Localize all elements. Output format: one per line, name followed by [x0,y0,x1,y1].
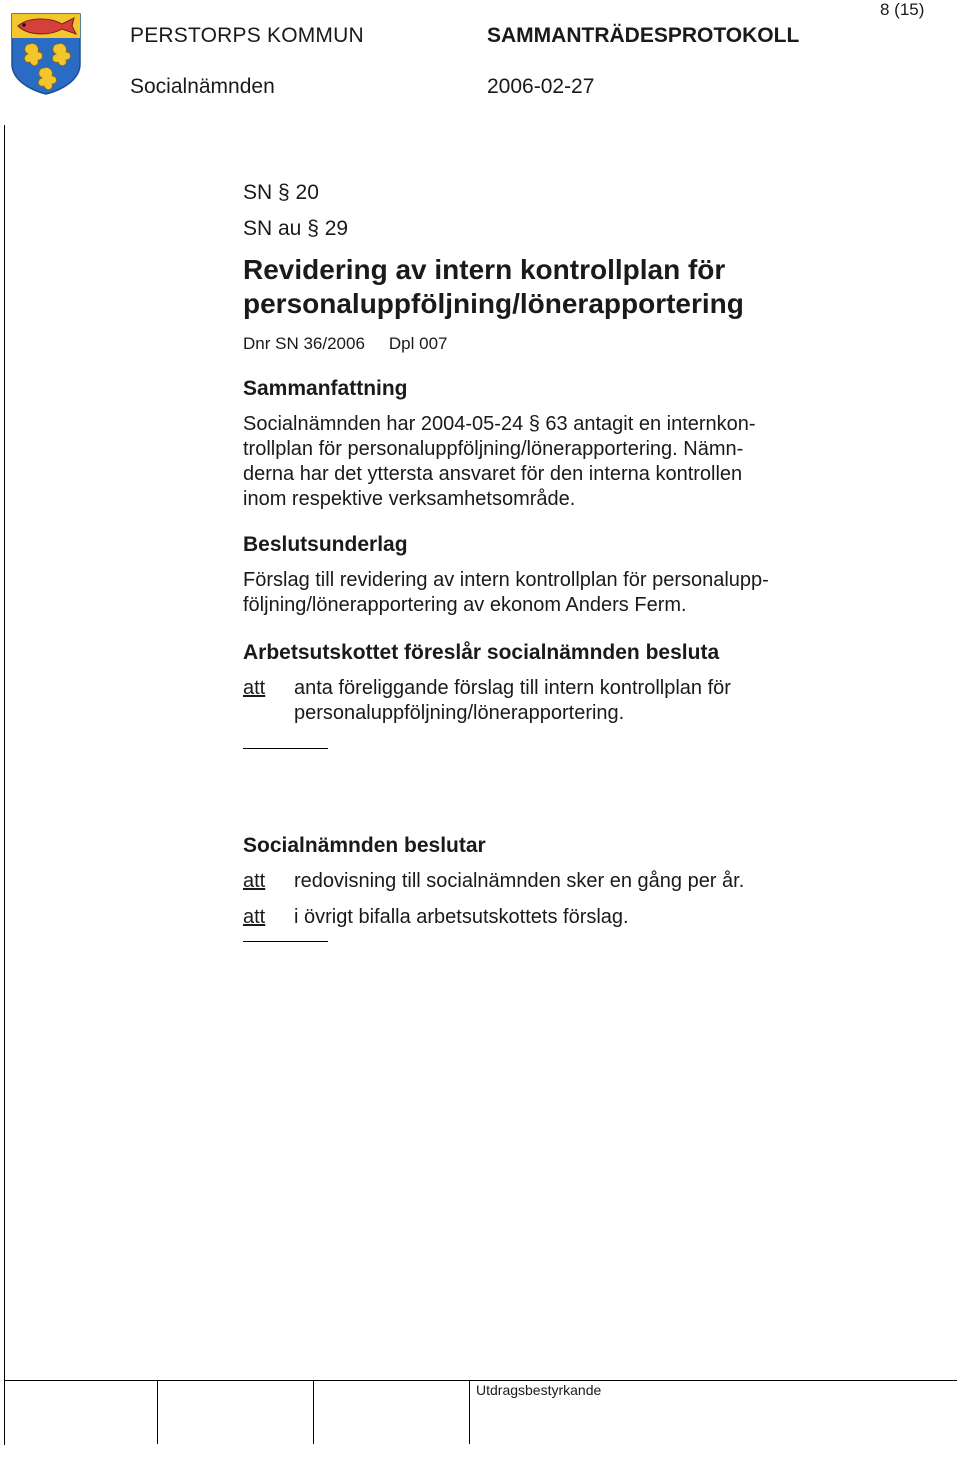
summary-text [243,412,843,512]
summary-line: trollplan för personaluppföljning/lönerapportering. Nämn- [243,438,744,460]
decision-text: redovisning till socialnämnden sker en gång per år. [294,870,745,892]
basis-heading: Beslutsunderlag [243,533,408,556]
proposal-text [294,676,843,726]
signature-box-divider [157,1380,158,1444]
proposal-line: personaluppföljning/lönerapportering. [294,702,625,724]
protocol-content [243,175,843,942]
proposal-item [243,676,843,726]
signature-box-divider [469,1380,470,1444]
meeting-date: 2006-02-27 [487,75,595,98]
coat-of-arms-logo [10,12,82,96]
decision-item [243,869,843,894]
dpl-number: Dpl 007 [388,334,448,353]
summary-line: derna har det yttersta ansvaret för den interna kontrollen [243,463,743,485]
basis-line: Förslag till revidering av intern kontrollplan för personalupp- [243,569,769,591]
section-end-rule [243,941,328,942]
case-reference [243,333,843,355]
att-label: att [243,677,266,699]
section-end-rule [243,748,328,749]
basis-line: följning/lönerapportering av ekonom Anders Ferm. [243,594,687,616]
committee-name: Socialnämnden [130,75,275,98]
proposal-line: anta föreliggande förslag till intern kontrollplan för [294,677,731,699]
left-margin-rule [4,125,5,1445]
basis-text [243,568,843,618]
att-label: att [243,906,266,928]
page-number: 8 (15) [880,0,925,19]
att-label: att [243,870,266,892]
case-title-line: personaluppföljning/lönerapportering [243,288,744,319]
decision-item [243,905,843,930]
case-title [243,253,843,321]
footer-rule [4,1380,957,1381]
extract-certification-label: Utdragsbestyrkande [476,1382,602,1398]
municipality-name: PERSTORPS KOMMUN [130,24,364,47]
document-type: SAMMANTRÄDESPROTOKOLL [487,24,800,47]
decision-text: i övrigt bifalla arbetsutskottets förslag. [294,906,629,928]
summary-line: Socialnämnden har 2004-05-24 § 63 antagit en internkon- [243,413,756,435]
summary-heading: Sammanfattning [243,377,408,400]
summary-line: inom respektive verksamhetsområde. [243,488,576,510]
case-title-line: Revidering av intern kontrollplan för [243,254,726,285]
signature-box-divider [313,1380,314,1444]
decision-heading: Socialnämnden beslutar [243,834,486,857]
dnr-number: Dnr SN 36/2006 [243,334,365,353]
proposal-heading: Arbetsutskottet föreslår socialnämnden besluta [243,641,720,664]
sn-au-paragraph: SN au § 29 [243,217,349,240]
sn-paragraph: SN § 20 [243,181,319,204]
